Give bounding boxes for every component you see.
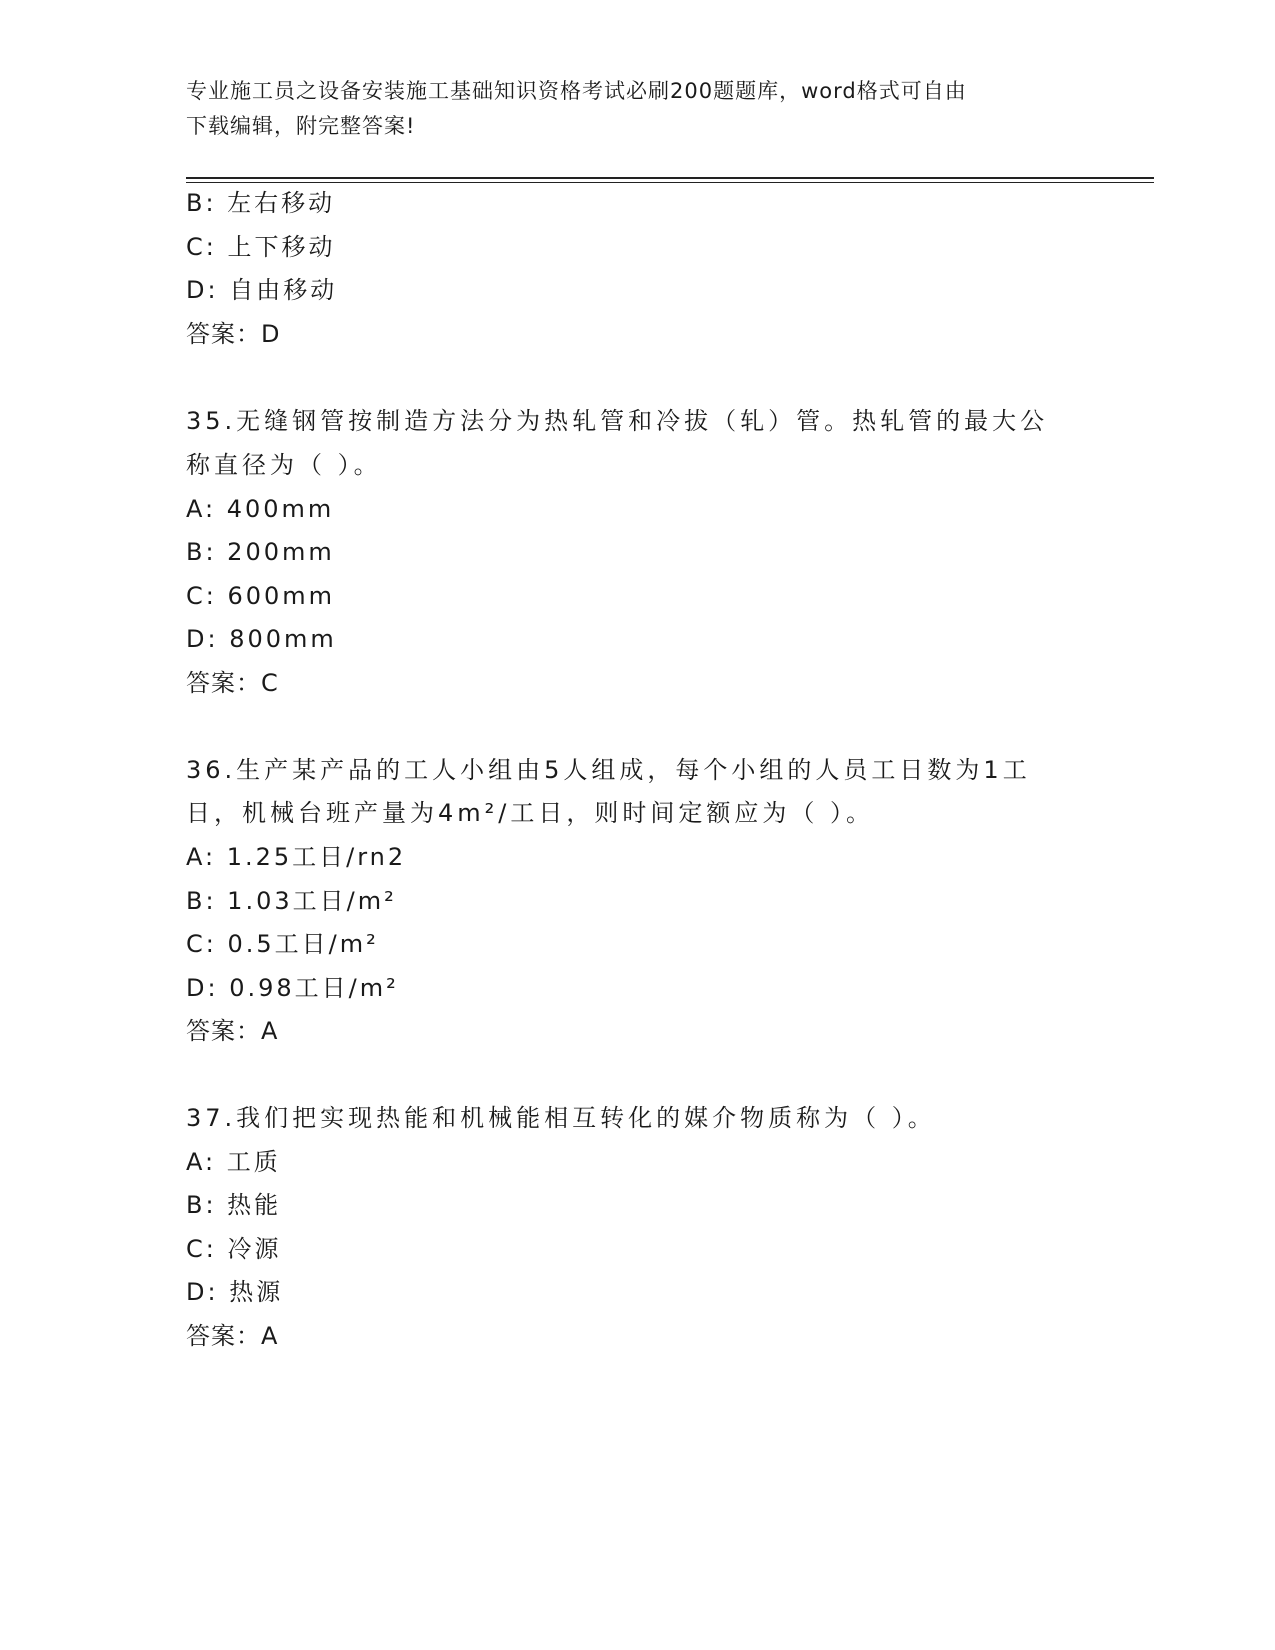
question-35-option-c: C: 600mm (186, 582, 336, 610)
question-35-option-d: D: 800mm (186, 625, 337, 653)
question-36-stem: 36.生产某产品的工人小组由5人组成，每个小组的人员工日数为1工 (186, 756, 1031, 784)
question-35-option-b: B: 200mm (186, 538, 335, 566)
question-37-option-d: D: 热源 (186, 1278, 284, 1306)
answer-line: 答案：D (186, 320, 281, 348)
question-35-option-a: A: 400mm (186, 495, 335, 523)
question-35-stem-cont: 称直径为（ ）。 (186, 451, 382, 479)
question-36-option-d: D: 0.98工日/m² (186, 974, 399, 1002)
header-divider-thick (186, 177, 1154, 179)
question-37-option-b: B: 热能 (186, 1191, 282, 1219)
header-divider-thin (186, 182, 1154, 183)
header-line-1: 专业施工员之设备安装施工基础知识资格考试必刷200题题库，word格式可自由 (186, 79, 967, 103)
option-d: D: 自由移动 (186, 276, 338, 304)
option-c: C: 上下移动 (186, 233, 336, 261)
question-36-answer: 答案：A (186, 1017, 279, 1045)
question-36-option-b: B: 1.03工日/m² (186, 887, 397, 915)
question-37-option-a: A: 工质 (186, 1148, 281, 1176)
question-37-stem: 37.我们把实现热能和机械能相互转化的媒介物质称为（ ）。 (186, 1104, 936, 1132)
question-35-answer: 答案：C (186, 669, 279, 697)
question-36-option-c: C: 0.5工日/m² (186, 930, 379, 958)
header-line-2: 下载编辑，附完整答案! (186, 114, 416, 138)
question-36-stem-cont: 日，机械台班产量为4m²/工日，则时间定额应为（ ）。 (186, 799, 874, 827)
document-header (186, 74, 1066, 144)
question-37-option-c: C: 冷源 (186, 1235, 282, 1263)
question-36-option-a: A: 1.25工日/rn2 (186, 843, 407, 871)
question-35-stem: 35.无缝钢管按制造方法分为热轧管和冷拔（轧）管。热轧管的最大公 (186, 407, 1049, 435)
option-b: B: 左右移动 (186, 189, 336, 217)
question-37-answer: 答案：A (186, 1322, 279, 1350)
